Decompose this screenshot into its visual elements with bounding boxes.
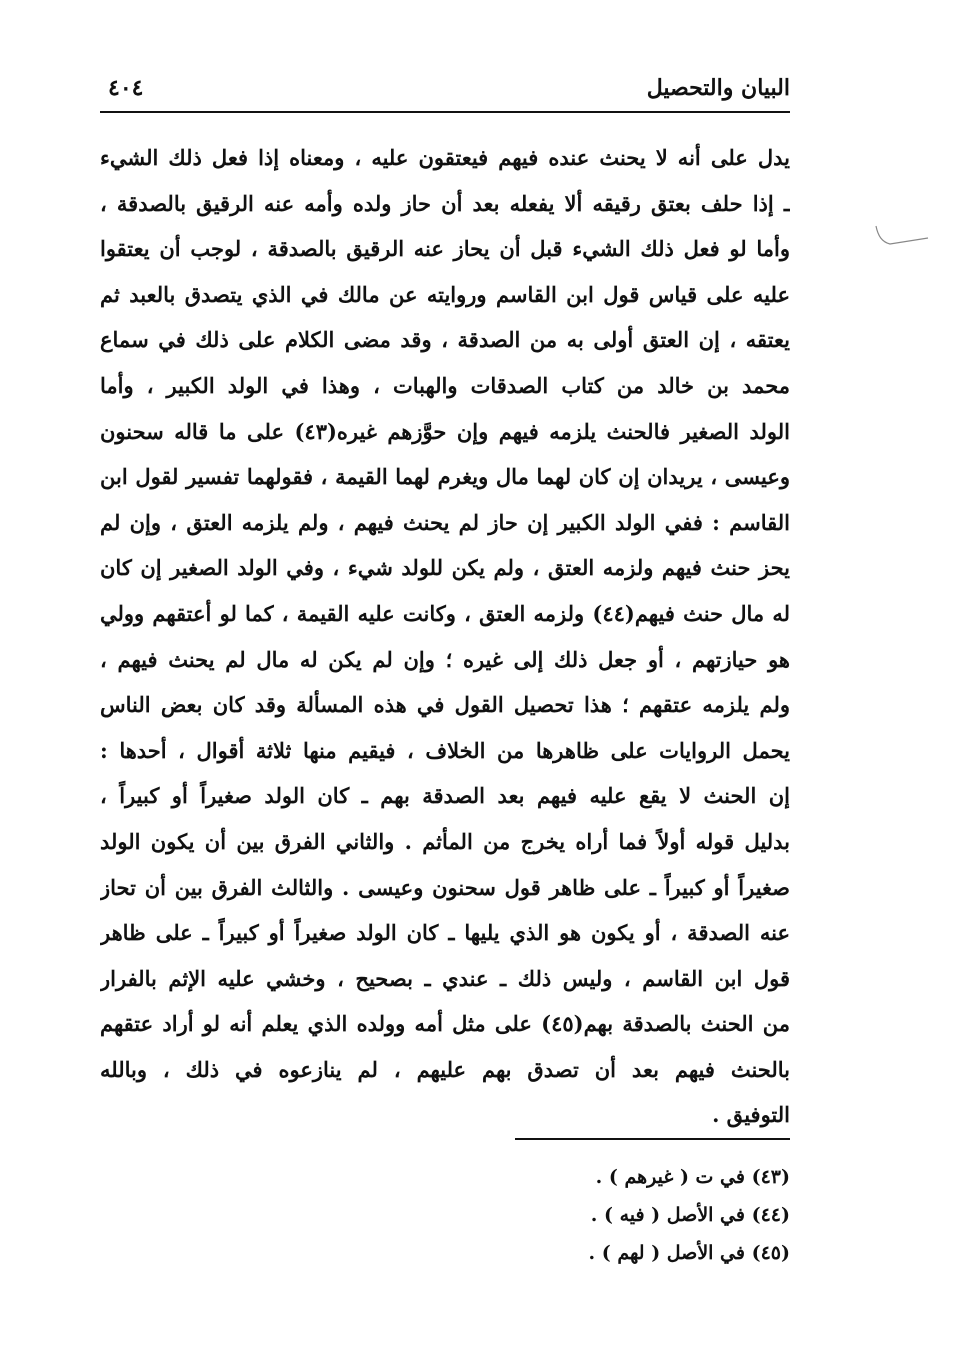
body-line-last: التوفيق . [712, 1102, 790, 1128]
body-line: من الحنث بالصدقة بهم(٤٥) على مثل أمه وولده الذي يعلم أنه لو أراد عتقهم [100, 1011, 790, 1037]
page-number: ٤٠٤ [108, 75, 144, 101]
body-line: القاسم : ففي الولد الكبير إن حاز لم يحنث فيهم ، ولم يلزمه العتق ، وإن لم [100, 509, 790, 535]
body-line: ـ إذا حلف بعتق رقيقه ألا يفعله بعد أن حاز ولده وأمه عنه الرقيق بالصدقة ، [100, 190, 790, 216]
body-line: قول ابن القاسم ، وليس ذلك ـ عندي ـ بصحيح ، وخشي عليه الإثم بالفرار [100, 965, 790, 991]
body-line: وأما لو فعل ذلك الشيء قبل أن يحاز عنه الرقيق بالصدقة ، لوجب أن يعتقوا [100, 236, 790, 262]
body-line: محمد بن خالد من كتاب الصدقات والهبات ، وهذا في الولد الكبير ، وأما [100, 372, 790, 398]
footnote-rule [515, 1138, 790, 1140]
running-title: البيان والتحصيل [646, 75, 790, 101]
footnote-45: (٤٥) في الأصل ( لهم ) . [588, 1242, 790, 1264]
body-line: عنه الصدقة ، أو يكون هو الذي يليها ـ كان الولد صغيراً أو كبيراً ـ على ظاهر [100, 920, 790, 946]
body-line: إن الحنث لا يقع عليه فيهم بعد الصدقة بهم ـ كان الولد صغيراً أو كبيراً ، [100, 783, 790, 809]
body-line: يعتقه ، إن العتق أولى به من الصدقة ، وقد مضى الكلام على ذلك في سماع [100, 327, 790, 353]
body-line: بدليل قوله أولاً فما أراه يخرج من المأثم . والثاني الفرق بين أن يكون الولد [100, 828, 790, 854]
body-line: الولد الصغير فالحنث يلزمه فيهم وإن حوَّزهم غيره(٤٣) على ما قاله سحنون [100, 418, 790, 444]
running-head [100, 70, 790, 110]
body-line: له مال حنث فيهم(٤٤) ولزمه العتق ، وكانت عليه القيمة ، كما لو أعتقهم وولي [100, 600, 790, 626]
footnote-44: (٤٤) في الأصل ( فيه ) . [590, 1204, 790, 1226]
body-line: يحز حنث فيهم ولزمه العتق ، ولم يكن للولد شيء ، وفي الولد الصغير إن كان [100, 555, 790, 581]
body-line: بالحنث فيهم بعد أن تصدق بهم عليهم ، لم ينازعوه في ذلك ، وبالله [100, 1056, 790, 1082]
footnotes [460, 1158, 790, 1272]
body-line: هو حيازتهم ، أو جعل ذلك إلى غيره ؛ وإن لم يكن له مال لم يحنث فيهم ، [100, 646, 790, 672]
body-line: وعيسى ، يريدان إن كان لهما مال ويغرم لهما القيمة ، فقولهما تفسير لقول ابن [100, 464, 790, 490]
body-line: يدل على أنه لا يحنث عنده فيهم فيعتقون عليه ، ومعناه إذا فعل ذلك الشيء [100, 145, 790, 170]
body-line: ولم يلزمه عتقهم ؛ هذا تحصيل القول في هذه المسألة وقد كان بعض الناس [100, 692, 790, 718]
header-rule [100, 111, 790, 113]
footnote-43: (٤٣) في ت ( غيرهم ) . [595, 1166, 790, 1188]
body-line: يحمل الروايات على ظاهرها من الخلاف ، فيقيم منها ثلاثة أقوال ، أحدها : [100, 737, 790, 763]
margin-pen-mark [872, 222, 932, 252]
body-line: صغيراً أو كبيراً ـ على ظاهر قول سحنون وعيسى . والثالث الفرق بين أن تحاز [100, 874, 790, 900]
body-text [100, 135, 790, 1138]
body-line: عليه على قياس قول ابن القاسم وروايته عن مالك في الذي يتصدق بالعبد ثم [100, 281, 790, 307]
